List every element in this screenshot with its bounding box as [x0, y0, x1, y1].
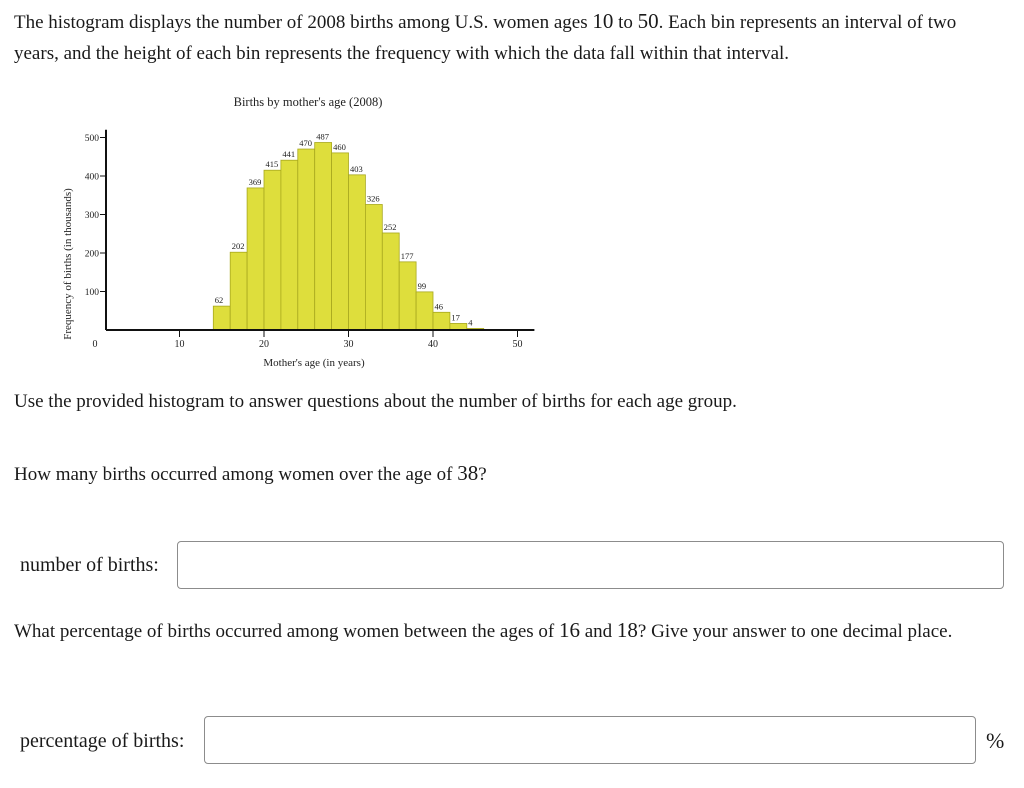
bars-layer — [213, 143, 483, 330]
bar-32-34 — [365, 204, 382, 330]
intro-paragraph: The histogram displays the number of 2008 births among U.S. women ages 10 to 50. Each bin represents an interval of two years, and the height of each bin represents the frequency with which the data fall within that interval. — [14, 9, 957, 64]
bar-18-20 — [247, 188, 264, 330]
bar-34-36 — [382, 233, 399, 330]
number-of-births-input[interactable] — [177, 541, 1004, 589]
x-tick-label-10: 10 — [174, 339, 185, 350]
bar-38-40 — [416, 292, 433, 330]
x-axis-label: Mother's age (in years) — [263, 357, 365, 369]
number-of-births-label: number of births: — [20, 554, 159, 576]
chart-title: Births by mother's age (2008) — [233, 95, 383, 109]
bar-16-18 — [230, 252, 247, 330]
bar-20-22 — [264, 170, 281, 330]
data-label-20-22: 415 — [265, 159, 279, 170]
data-label-40-42: 46 — [434, 301, 443, 312]
y-axis-label: Frequency of births (in thousands) — [62, 188, 74, 340]
bar-30-32 — [349, 175, 366, 330]
x-tick-label-30: 30 — [343, 339, 354, 350]
bar-24-26 — [298, 149, 315, 330]
data-label-42-44: 17 — [451, 312, 460, 323]
data-label-36-38: 177 — [400, 250, 414, 261]
y-tick-label-500: 500 — [84, 134, 99, 144]
y-tick-label-200: 200 — [84, 249, 99, 260]
data-label-24-26: 470 — [299, 138, 313, 149]
data-label-28-30: 460 — [333, 141, 346, 152]
bar-22-24 — [281, 160, 298, 330]
histogram-chart — [58, 88, 558, 378]
x-tick-label-20: 20 — [259, 339, 269, 350]
data-label-22-24: 441 — [282, 149, 296, 160]
data-label-26-28: 487 — [316, 131, 329, 142]
data-label-34-36: 252 — [383, 221, 397, 232]
x-tick-label-0: 0 — [92, 339, 98, 350]
y-tick-label-100: 100 — [84, 288, 99, 298]
data-label-32-34: 326 — [366, 193, 380, 204]
data-label-16-18: 202 — [231, 241, 245, 252]
data-label-44-46: 4 — [468, 317, 473, 328]
data-label-30-32: 403 — [350, 163, 363, 174]
bar-26-28 — [315, 143, 332, 330]
percentage-of-births-input[interactable] — [204, 716, 976, 764]
data-label-18-20: 369 — [248, 176, 262, 187]
question-2-text: What percentage of births occurred among women between the ages of 16 and 18? Give your answer to one decimal place. — [14, 618, 953, 642]
bar-28-30 — [332, 153, 349, 330]
x-tick-label-50: 50 — [512, 339, 523, 350]
y-tick-label-400: 400 — [84, 172, 99, 183]
data-label-14-16: 62 — [214, 295, 224, 306]
percentage-of-births-label: percentage of births: — [20, 730, 185, 752]
instruction-text: Use the provided histogram to answer questions about the number of births for each age group. — [14, 391, 737, 412]
bar-36-38 — [399, 262, 416, 330]
bar-14-16 — [213, 306, 230, 330]
x-tick-label-40: 40 — [428, 339, 438, 350]
bar-40-42 — [433, 312, 450, 330]
y-tick-label-300: 300 — [84, 211, 99, 221]
data-label-38-40: 99 — [417, 280, 427, 291]
percent-unit: % — [986, 728, 1005, 753]
question-1-text: How many births occurred among women over the age of 38? — [14, 461, 487, 485]
